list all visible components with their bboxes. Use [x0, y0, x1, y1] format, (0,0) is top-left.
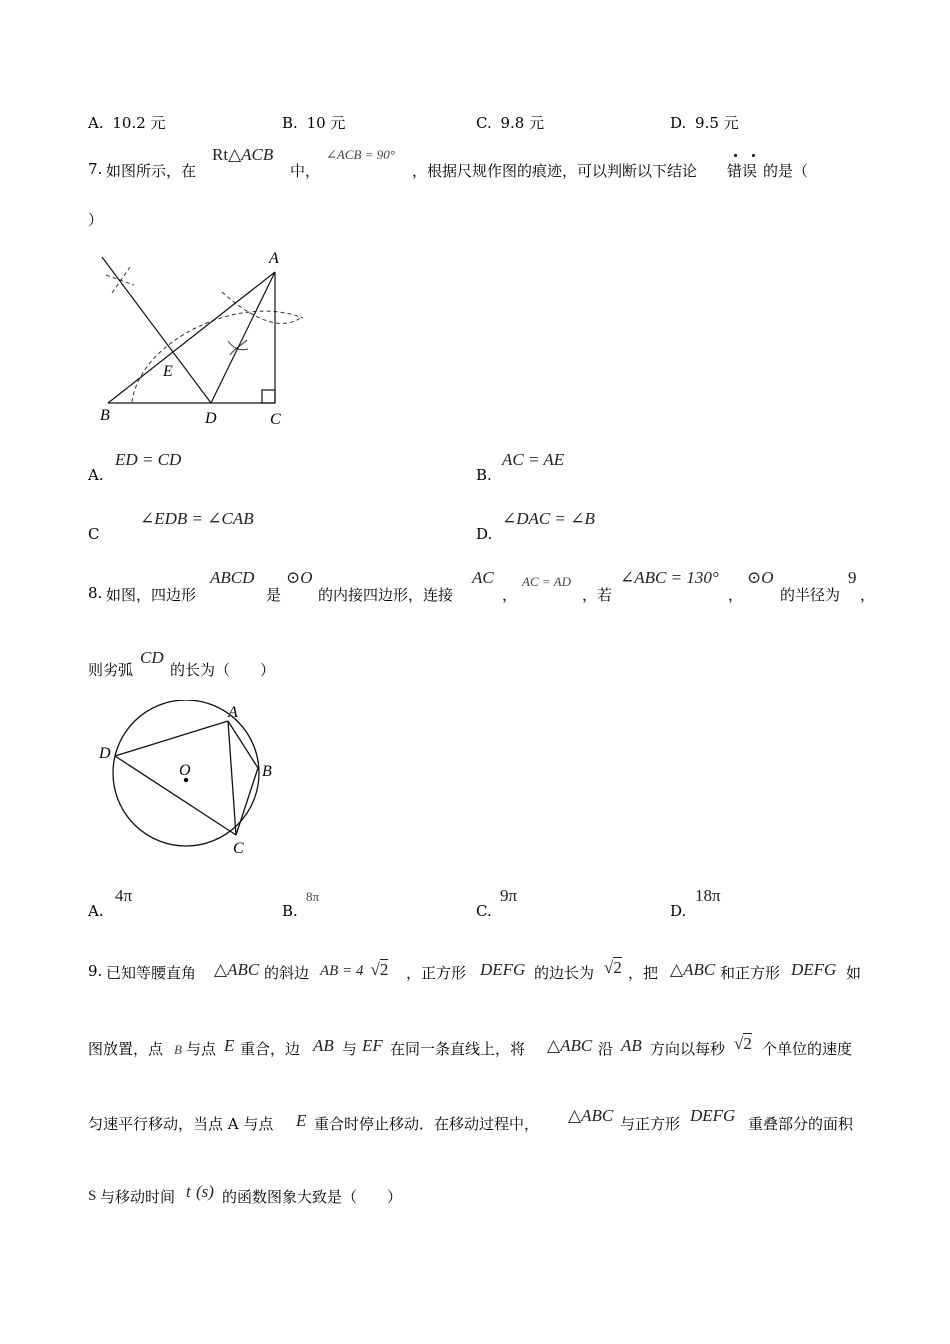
q8-text-8: ，: [860, 586, 876, 604]
q9-l3-triangle: △ABC: [568, 1106, 614, 1125]
q9-l2-e: 在同一条直线上，将: [390, 1040, 526, 1058]
q9-l1-a: 已知等腰直角: [106, 964, 197, 982]
q6-option-b: [282, 112, 345, 133]
q9-l4-s: S: [88, 1188, 97, 1204]
q8-option-b-letter: B.: [282, 902, 298, 920]
q9-l2-h: 个单位的速度: [762, 1040, 853, 1058]
option-text: 10.2 元: [112, 114, 166, 132]
q8-option-c-letter: C.: [476, 902, 492, 920]
q9-l1-f: 和正方形: [720, 964, 781, 982]
q9-l1-triangle-2: △ABC: [670, 960, 716, 979]
q8-option-a-letter: A.: [88, 902, 104, 920]
q7-option-d-math: ∠DAC = ∠B: [502, 509, 595, 528]
option-text: 9.8 元: [500, 114, 545, 132]
q9-l1-d: 的边长为: [534, 964, 595, 982]
q7-option-b-math: AC = AE: [502, 450, 565, 469]
q9-number: 9.: [88, 962, 103, 980]
q9-l4-t: t: [186, 1182, 191, 1201]
q9-l1-e: ，把: [628, 964, 659, 982]
q9-l2-point-e: E: [224, 1036, 235, 1055]
label-d: D: [99, 745, 111, 762]
q9-l2-c: 重合，边: [240, 1040, 301, 1058]
q8-math-angle-abc: ∠ABC = 130°: [620, 568, 719, 587]
emphasis-dot: [752, 154, 755, 157]
option-text: 9.5 元: [695, 114, 739, 132]
q9-l3-point-e: E: [296, 1111, 307, 1130]
q8-math-ac-ad: AC = AD: [522, 574, 571, 589]
q7-math-angle: ∠ACB = 90°: [326, 147, 395, 162]
arc-small: [222, 292, 302, 323]
q7-option-c-math: ∠EDB = ∠CAB: [140, 509, 254, 528]
q9-l1-b: 的斜边: [264, 964, 310, 982]
label-o: O: [179, 762, 191, 779]
label-a: A: [269, 250, 279, 267]
q7-figure: [90, 245, 320, 430]
q8-text-4: ，: [502, 586, 518, 604]
emphasis-dot: [734, 154, 737, 157]
q8-math-radius: 9: [848, 568, 857, 587]
q9-l1-side: [604, 958, 622, 978]
q8-option-d-math: 18π: [695, 886, 721, 905]
q8-option-a-math: 4π: [115, 886, 133, 905]
q7-text-2: 中，: [290, 162, 321, 180]
q9-l4-a: 与移动时间: [100, 1188, 176, 1206]
q9-l2-a: 图放置，点: [88, 1040, 164, 1058]
q8-figure: [95, 700, 295, 860]
q7-option-a-letter: A.: [88, 466, 104, 484]
q8-option-c-math: 9π: [500, 886, 518, 905]
sqrt-icon: √: [734, 1034, 744, 1053]
q9-l2-b: 与点: [186, 1040, 217, 1058]
q7-option-c-letter: C: [88, 525, 100, 543]
q8-line2-b: 的长为（ ）: [170, 661, 276, 679]
q9-l2-g: 方向以每秒: [650, 1040, 726, 1058]
label-c: C: [270, 411, 281, 428]
label-c: C: [233, 840, 244, 857]
q9-l2-speed: [734, 1034, 752, 1054]
q7-text-3: ，根据尺规作图的痕迹，可以判断以下结论: [412, 162, 698, 180]
option-letter: C.: [476, 114, 492, 132]
sqrt-radicand: 2: [379, 960, 389, 979]
triangle-acb: △ACB: [228, 145, 274, 164]
q9-l2-f: 沿: [598, 1040, 614, 1058]
q6-option-a: [88, 112, 166, 133]
q7-text-1: 如图所示，在: [106, 162, 197, 180]
q8-math-ac: AC: [472, 568, 494, 587]
q8-text-1: 如图，四边形: [106, 586, 197, 604]
q9-l1-square-2: DEFG: [791, 960, 837, 979]
q8-text-3: 的内接四边形，连接: [318, 586, 454, 604]
option-letter: D.: [670, 114, 687, 132]
q9-l1-c: ，正方形: [406, 964, 467, 982]
label-b: B: [100, 407, 110, 424]
label-e: E: [163, 363, 173, 380]
q8-text-6: ，: [728, 586, 744, 604]
q7-math-rt-triangle: [212, 145, 273, 165]
label-d: D: [205, 410, 217, 427]
q9-l2-side-ef: EF: [362, 1036, 383, 1055]
q8-math-circle-o-2: ⊙O: [747, 568, 774, 587]
q9-l1-square: DEFG: [480, 960, 526, 979]
q9-l4-b: 的函数图象大致是（ ）: [222, 1188, 403, 1206]
q9-l4-unit: (s): [196, 1182, 214, 1201]
label-a: A: [228, 704, 238, 721]
hypotenuse-expr: AB = 4: [320, 963, 364, 979]
q7-text-4: 的是（: [763, 162, 809, 180]
q6-option-c: [476, 112, 544, 133]
q8-option-d-letter: D.: [670, 902, 687, 920]
q9-l2-d: 与: [342, 1040, 358, 1058]
q9-l2-side-ab-2: AB: [621, 1036, 642, 1055]
q9-l1-g: 如: [846, 964, 862, 982]
q9-l3-c: 与正方形: [620, 1115, 681, 1133]
q7-number: 7.: [88, 160, 103, 178]
q8-text-2: 是: [266, 586, 282, 604]
sqrt-radicand: 2: [613, 958, 622, 977]
q9-l3-d: 重叠部分的面积: [748, 1115, 854, 1133]
label-b: B: [262, 763, 272, 780]
q7-option-b-letter: B.: [476, 466, 492, 484]
q8-text-7: 的半径为: [780, 586, 841, 604]
q9-l1-hypotenuse: [320, 960, 388, 980]
q6-option-d: [670, 112, 739, 133]
q7-option-a-math: ED = CD: [115, 450, 182, 469]
q9-l3-b: 重合时停止移动．在移动过程中，: [314, 1115, 540, 1133]
option-letter: B.: [282, 114, 298, 132]
arc-mark-1: [106, 275, 134, 285]
q8-math-circle-o: ⊙O: [286, 568, 313, 587]
option-text: 10 元: [306, 114, 346, 132]
q7-close-paren: ）: [88, 211, 104, 229]
q8-line2-a: 则劣弧: [88, 661, 134, 679]
option-letter: A.: [88, 114, 104, 132]
sqrt-radicand: 2: [743, 1034, 752, 1053]
sqrt-icon: √: [370, 960, 380, 979]
triangle-lines: [102, 257, 275, 403]
q8-option-b-math: 8π: [306, 889, 320, 904]
q9-l3-a: 匀速平行移动，当点 A 与点: [88, 1115, 274, 1133]
q8-number: 8.: [88, 584, 103, 602]
q9-l2-triangle: △ABC: [547, 1036, 593, 1055]
sqrt-icon: √: [604, 958, 614, 977]
q8-text-5: ，若: [582, 586, 613, 604]
q9-l2-side-ab: AB: [313, 1036, 334, 1055]
q7-option-d-letter: D.: [476, 525, 493, 543]
q8-math-abcd: ABCD: [210, 568, 255, 587]
q9-l2-point-b: B: [174, 1042, 182, 1057]
q9-l3-square: DEFG: [690, 1106, 736, 1125]
q9-l1-triangle: △ABC: [214, 960, 260, 979]
arc-mark-2: [112, 267, 130, 293]
q7-text-emphasis: 错误: [727, 162, 758, 180]
q8-math-arc-cd: CD: [140, 648, 164, 667]
rt-label: Rt: [212, 145, 229, 164]
